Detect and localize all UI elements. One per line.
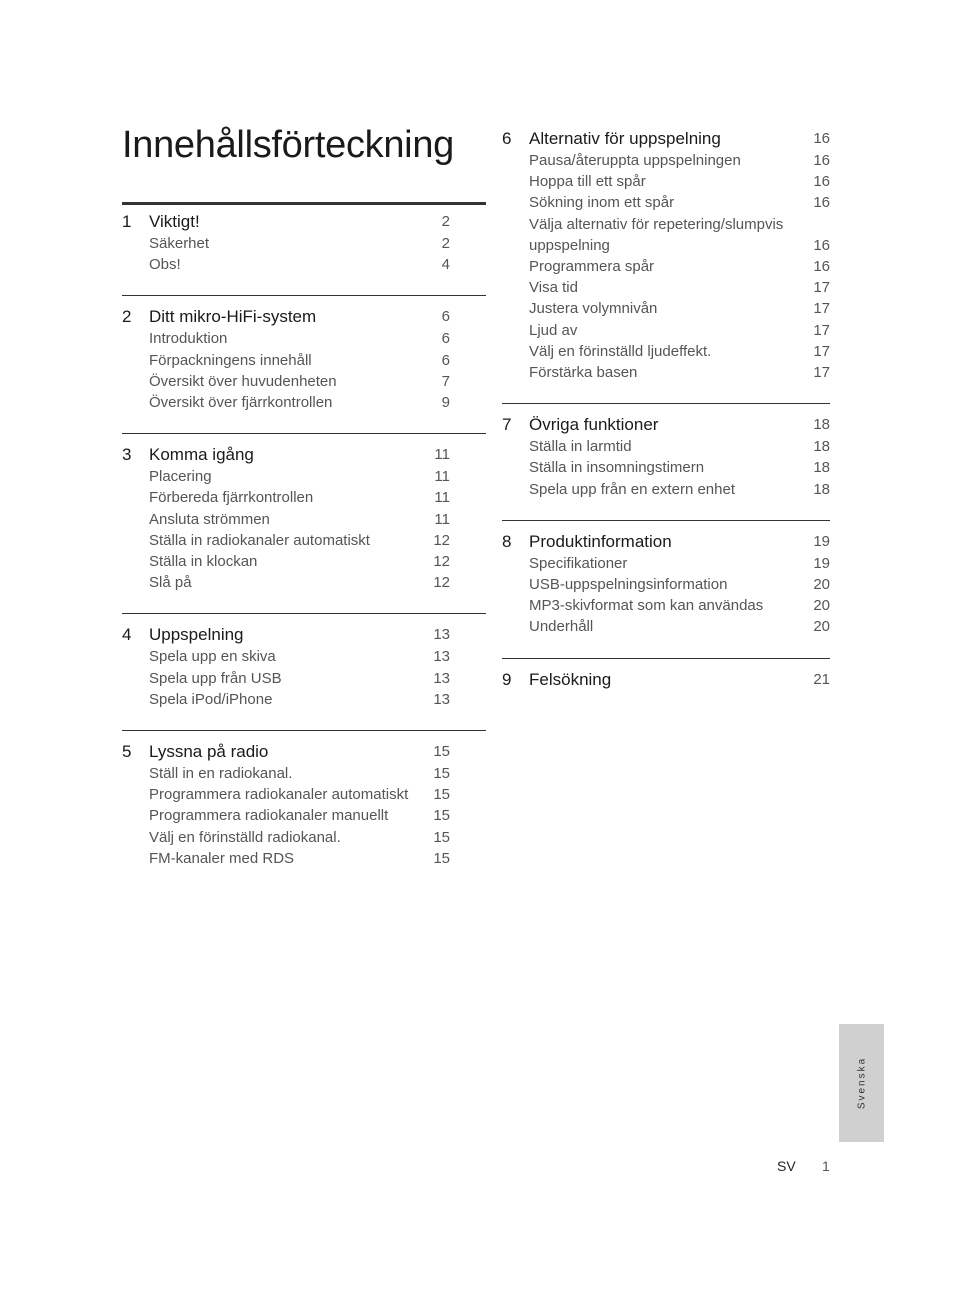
toc-entry[interactable] [122,848,486,869]
toc-entry[interactable] [502,214,830,256]
entry-indent [502,150,529,171]
toc-entry[interactable] [502,457,830,478]
toc-entry[interactable] [122,254,486,275]
toc-entry[interactable] [122,784,486,805]
entry-label: Spela upp från USB [149,669,282,687]
section-number: 1 [122,212,132,231]
toc-section-3 [122,433,486,593]
entry-page-number: 9 [441,394,450,412]
entry-indent [502,436,529,457]
entry-label: Underhåll [529,618,594,636]
entry-indent [122,805,149,826]
entry-page-number: 13 [433,669,450,687]
entry-indent [122,827,149,848]
entry-label: MP3-skivformat som kan användas [529,597,764,615]
entry-label: Ställa in insomningstimern [529,459,705,477]
section-number: 8 [502,531,512,551]
toc-section-9 [502,658,830,691]
entry-page-number: 19 [813,554,830,572]
toc-entry[interactable] [502,277,830,298]
toc-section-8 [502,520,830,638]
entry-page-number: 15 [433,807,450,825]
section-title: Felsökning [529,669,612,689]
entry-indent [502,457,529,478]
page-title: Innehållsförteckning [122,124,454,166]
entry-indent [122,763,149,784]
section-title: Lyssna på radio [149,742,269,762]
toc-section-heading[interactable] [502,531,830,553]
toc-entry[interactable] [122,350,486,371]
entry-page-number: 18 [813,459,830,477]
language-tab-label: Svenska [856,1056,867,1110]
entry-label: Förstärka basen [529,364,638,382]
toc-entry[interactable] [122,392,486,413]
toc-entry[interactable] [502,298,830,319]
toc-entry[interactable] [502,341,830,362]
toc-left-column [122,210,486,869]
toc-entry[interactable] [502,616,830,637]
footer-page-number: 1 [822,1158,830,1174]
entry-label: Översikt över huvudenheten [149,372,337,390]
entry-page-number: 16 [813,173,830,191]
entry-indent [122,371,149,392]
entry-page-number: 16 [813,194,830,212]
entry-indent [122,392,149,413]
entry-indent [502,277,529,298]
toc-section-5 [122,730,486,869]
entry-label: Säkerhet [149,235,210,252]
toc-section-heading[interactable] [502,414,830,436]
entry-indent [122,328,149,349]
entry-label: Ljud av [529,321,578,339]
entry-indent [502,298,529,319]
entry-page-number: 18 [813,438,830,456]
language-side-tab [839,1024,884,1142]
entry-page-number: 18 [813,480,830,498]
section-title: Produktinformation [529,531,672,551]
entry-indent [122,530,149,551]
entry-indent [502,320,529,341]
entry-page-number: 11 [434,468,450,486]
entry-page-number: 16 [813,258,830,276]
entry-label: Pausa/återuppta uppspelningen [529,152,741,169]
toc-section-heading[interactable] [122,741,486,763]
entry-indent [502,553,529,574]
entry-label: Välja alternativ för repetering/slumpvis uppspelning [529,215,784,254]
entry-page-number: 13 [433,648,450,666]
entry-label: Obs! [149,256,181,274]
entry-page-number: 17 [813,300,830,318]
toc-entry[interactable] [502,436,830,457]
toc-entry[interactable] [122,668,486,689]
section-number: 6 [502,129,512,148]
entry-label: Ställa in radiokanaler automatiskt [149,531,370,549]
section-title: Komma igång [149,445,254,465]
toc-section-heading[interactable] [502,669,830,691]
toc-section-heading[interactable] [502,128,830,150]
entry-indent [122,646,149,667]
toc-entry[interactable] [122,371,486,392]
toc-section-1 [122,210,486,275]
entry-page-number: 6 [441,351,450,369]
entry-indent [122,233,149,254]
toc-entry[interactable] [122,233,486,254]
entry-label: Ansluta strömmen [149,510,270,528]
toc-entry[interactable] [502,320,830,341]
entry-label: Introduktion [149,330,228,348]
section-title: Viktigt! [149,212,200,231]
section-number: 4 [122,625,132,645]
entry-label: Ställa in larmtid [529,438,632,456]
toc-entry[interactable] [122,689,486,710]
section-title: Ditt mikro-HiFi-system [149,307,317,327]
section-page-number: 11 [434,446,450,464]
entry-label: FM-kanaler med RDS [149,849,295,867]
entry-label: Programmera radiokanaler automatiskt [149,786,409,804]
entry-label: Programmera spår [529,258,655,276]
section-number: 5 [122,742,132,762]
entry-indent [122,784,149,805]
entry-label: Specifikationer [529,554,628,572]
section-number: 3 [122,445,132,465]
toc-entry[interactable] [122,646,486,667]
entry-label: Ställ in en radiokanal. [149,765,293,783]
section-number: 9 [502,669,512,689]
toc-section-heading[interactable] [122,444,486,466]
section-title: Uppspelning [149,625,244,645]
entry-indent [502,256,529,277]
entry-indent [122,848,149,869]
section-title: Övriga funktioner [529,415,659,435]
entry-page-number: 6 [441,330,450,348]
entry-label: Välj en förinställd radiokanal. [149,828,341,846]
entry-page-number: 16 [813,236,830,254]
section-page-number: 16 [813,130,830,147]
toc-entry[interactable] [122,487,486,508]
entry-page-number: 12 [433,531,450,549]
entry-label: Justera volymnivån [529,300,658,318]
entry-indent [122,572,149,593]
entry-indent [502,574,529,595]
toc-entry[interactable] [122,551,486,572]
section-title: Alternativ för uppspelning [529,129,721,148]
section-number: 7 [502,415,512,435]
toc-entry[interactable] [502,553,830,574]
entry-page-number: 15 [433,849,450,867]
section-page-number: 2 [441,213,450,230]
toc-entry[interactable] [502,479,830,500]
footer-language-code: SV [777,1158,796,1174]
toc-entry[interactable] [502,595,830,616]
entry-label: Välj en förinställd ljudeffekt. [529,342,712,360]
toc-section-2 [122,295,486,413]
entry-indent [122,466,149,487]
toc-entry[interactable] [122,328,486,349]
entry-label: USB-uppspelningsinformation [529,576,728,594]
entry-label: Placering [149,468,212,486]
toc-section-heading[interactable] [122,306,486,328]
entry-indent [502,192,529,213]
entry-page-number: 17 [813,342,830,360]
toc-entry[interactable] [122,827,486,848]
entry-label: Spela upp från en extern enhet [529,480,735,498]
section-page-number: 13 [433,626,450,644]
entry-page-number: 2 [441,235,450,252]
entry-label: Slå på [149,574,192,592]
toc-entry[interactable] [502,171,830,192]
entry-indent [502,362,529,383]
entry-page-number: 20 [813,576,830,594]
entry-indent [122,668,149,689]
toc-entry[interactable] [502,192,830,213]
entry-label: Programmera radiokanaler manuellt [149,807,389,825]
entry-page-number: 13 [433,690,450,708]
entry-indent [122,254,149,275]
entry-indent [502,616,529,637]
entry-label: Översikt över fjärrkontrollen [149,394,333,412]
entry-page-number: 17 [813,364,830,382]
toc-entry[interactable] [122,530,486,551]
entry-page-number: 7 [441,372,450,390]
toc-section-heading[interactable] [122,624,486,646]
title-divider [122,202,486,205]
entry-label: Sökning inom ett spår [529,194,675,212]
entry-page-number: 16 [813,152,830,169]
entry-indent [122,551,149,572]
entry-page-number: 11 [434,510,450,528]
section-number: 2 [122,307,132,327]
entry-label: Förpackningens innehåll [149,351,312,369]
section-page-number: 21 [813,670,830,688]
entry-label: Spela upp en skiva [149,648,276,666]
entry-indent [502,214,529,256]
entry-label: Förbereda fjärrkontrollen [149,489,314,507]
entry-label: Hoppa till ett spår [529,173,646,191]
section-page-number: 18 [813,416,830,434]
entry-page-number: 4 [441,256,450,274]
entry-indent [502,479,529,500]
section-page-number: 19 [813,532,830,550]
entry-label: Ställa in klockan [149,553,258,571]
toc-entry[interactable] [502,574,830,595]
toc-entry[interactable] [122,466,486,487]
entry-page-number: 12 [433,553,450,571]
toc-entry[interactable] [502,256,830,277]
entry-indent [502,595,529,616]
toc-section-6 [502,128,830,383]
entry-page-number: 15 [433,765,450,783]
entry-indent [122,487,149,508]
entry-page-number: 20 [813,618,830,636]
entry-indent [122,350,149,371]
toc-entry[interactable] [502,150,830,171]
entry-indent [122,509,149,530]
entry-page-number: 20 [813,597,830,615]
entry-page-number: 17 [813,279,830,297]
toc-section-4 [122,613,486,710]
toc-right-column [502,128,830,691]
entry-page-number: 12 [433,574,450,592]
entry-indent [502,341,529,362]
toc-entry[interactable] [122,509,486,530]
toc-entry[interactable] [122,763,486,784]
toc-entry[interactable] [122,572,486,593]
entry-page-number: 11 [434,489,450,507]
entry-indent [502,171,529,192]
entry-page-number: 15 [433,786,450,804]
entry-label: Spela iPod/iPhone [149,690,273,708]
toc-section-heading[interactable] [122,211,486,233]
toc-entry[interactable] [122,805,486,826]
toc-section-7 [502,403,830,500]
entry-indent [122,689,149,710]
toc-entry[interactable] [502,362,830,383]
entry-label: Visa tid [529,279,578,297]
entry-page-number: 15 [433,828,450,846]
entry-page-number: 17 [813,321,830,339]
section-page-number: 6 [441,308,450,326]
section-page-number: 15 [433,743,450,761]
